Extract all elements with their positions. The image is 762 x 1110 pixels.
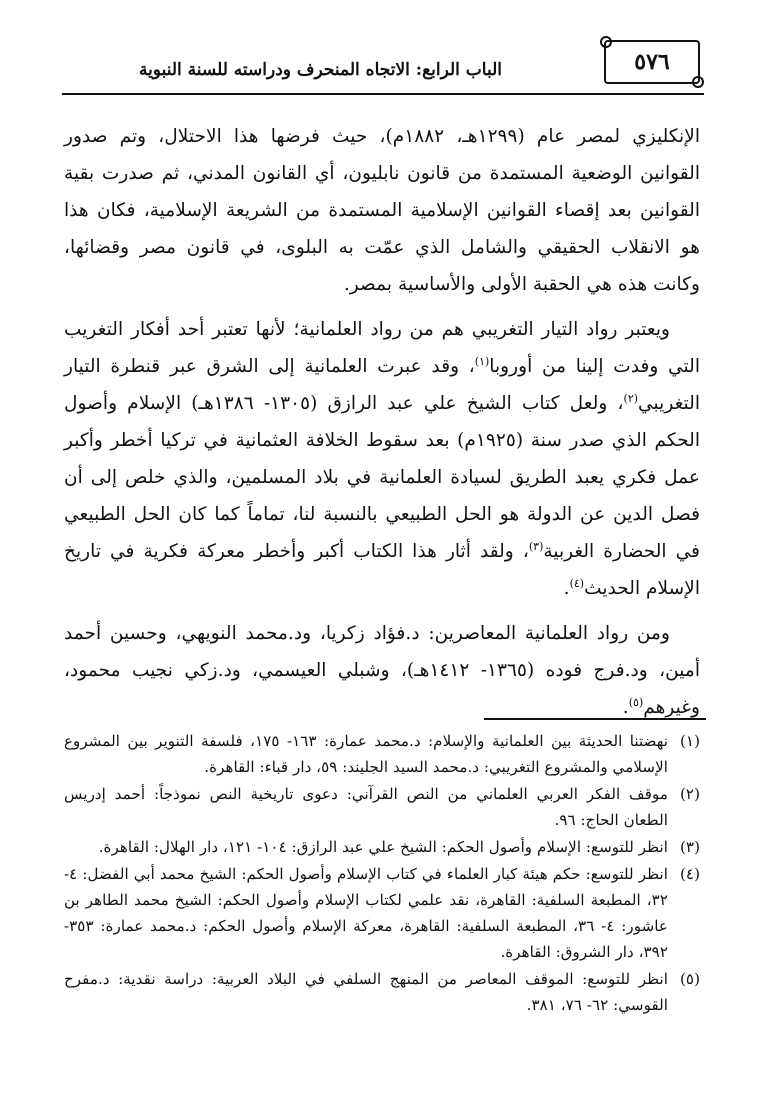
chapter-title: الباب الرابع: الاتجاه المنحرف ودراسته للسنة النبوية: [138, 60, 502, 80]
page-header: [0, 0, 762, 100]
paragraph-text: ، ولعل كتاب الشيخ علي عبد الرازق (١٣٠٥- ١٣٨٦هـ) الإسلام وأصول الحكم الذي صدر سنة (١٩٢٥م) بعد سقوط الخلافة العثمانية في تركيا أخطر وأكبر عمل فكري يعبد الطريق لسيادة العلمانية في بلاد المسلمين، والذي خلص إلى أن فصل الدين عن الدولة هو الحل الطبيعي بالنسبة لنا، تماماً كما كان الحل الطبيعي في الحضارة الغربية: [64, 393, 700, 562]
footnote-number: (٥): [679, 970, 700, 988]
paragraph-3: [64, 615, 700, 726]
paragraph-text: الإنكليزي لمصر عام (١٢٩٩هـ، ١٨٨٢م)، حيث فرضها هذا الاحتلال، وتم صدور القوانين الوضعية المستمدة من قانون نابليون، أي القانون المدني، ثم صدرت بقية القوانين بعد إقصاء القوانين الإسلامية المستمدة من الشريعة الإسلامية، فكان هذا هو الانقلاب الحقيقي والشامل الذي عمّت به البلوى، في قانون مصر وقضائها، وكانت هذه هي الحقبة الأولى والأساسية بمصر.: [64, 126, 700, 295]
footnotes: [64, 728, 700, 1019]
footnote-2: [64, 781, 700, 833]
main-text: [64, 118, 700, 734]
footnote-ref[interactable]: (٢): [623, 391, 639, 405]
paragraph-1: [64, 118, 700, 303]
footnote-ref[interactable]: (١): [474, 354, 490, 368]
footnote-number: (٤): [679, 865, 700, 883]
paragraph-text: .: [563, 578, 570, 599]
footnote-ref[interactable]: (٥): [628, 695, 644, 709]
footnote-3: [64, 834, 700, 860]
footnote-text: انظر للتوسع: الإسلام وأصول الحكم: الشيخ علي عبد الرازق: ١٠٤- ١٢١، دار الهلال: القاهرة.: [98, 838, 668, 856]
page-number-box: [604, 40, 700, 84]
paragraph-text: ومن رواد العلمانية المعاصرين: د.فؤاد زكريا، ود.محمد النويهي، وحسين أحمد أمين، ود.فرج فوده (١٣٦٥- ١٤١٢هـ)، وشبلي العيسمي، ود.زكي نجيب محمود، وغيرهم: [64, 623, 700, 718]
footnote-ref[interactable]: (٣): [528, 539, 544, 553]
paragraph-text: .: [622, 697, 629, 718]
paragraph-text: ويعتبر رواد التيار التغريبي هم من رواد العلمانية؛ لأنها تعتبر أحد أفكار التغريب التي وفدت إلينا من أوروبا: [64, 319, 700, 377]
header-divider: [62, 93, 704, 95]
footnote-1: [64, 728, 700, 780]
footnote-text: موقف الفكر العربي العلماني من النص القرآني: دعوى تاريخية النص نموذجاً: أحمد إدريس الطعان الحاج: ٩٦.: [64, 785, 668, 829]
footnote-ref[interactable]: (٤): [569, 576, 585, 590]
page-number: ٥٧٦: [634, 49, 670, 75]
footnote-text: انظر للتوسع: الموقف المعاصر من المنهج السلفي في البلاد العربية: دراسة نقدية: د.مفرح القوسي: ٦٢- ٧٦، ٣٨١.: [64, 970, 668, 1014]
footnote-text: انظر للتوسع: حكم هيئة كبار العلماء في كتاب الإسلام وأصول الحكم: الشيخ محمد أبي الفضل: ٤- ٣٢، المطبعة السلفية: القاهرة، نقد علمي لكتاب الإسلام وأصول الحكم: الشيخ محمد الطاهر بن عاشور: ٤- ٣٦، المطبعة السلفية: القاهرة، معركة الإسلام وأصول الحكم: د.محمد عمارة: ٣٥٣- ٣٩٢، دار الشروق: القاهرة.: [64, 865, 668, 961]
footnote-divider: [484, 718, 706, 720]
footnote-number: (١): [679, 732, 700, 750]
footnote-number: (٣): [679, 838, 700, 856]
footnote-text: نهضتنا الحديثة بين العلمانية والإسلام: د.محمد عمارة: ١٦٣- ١٧٥، فلسفة التنوير بين المشروع الإسلامي والمشروع التغريبي: د.محمد السيد الجليند: ٥٩، دار قباء: القاهرة.: [64, 732, 668, 776]
footnote-4: [64, 861, 700, 965]
footnote-5: [64, 966, 700, 1018]
paragraph-text: ، وقد عبرت العلمانية إلى الشرق عبر قنطرة التيار التغريبي: [64, 356, 700, 414]
paragraph-text: ، ولقد أثار هذا الكتاب أكبر وأخطر معركة فكرية في تاريخ الإسلام الحديث: [64, 541, 700, 599]
footnote-number: (٢): [679, 785, 700, 803]
paragraph-2: [64, 311, 700, 607]
